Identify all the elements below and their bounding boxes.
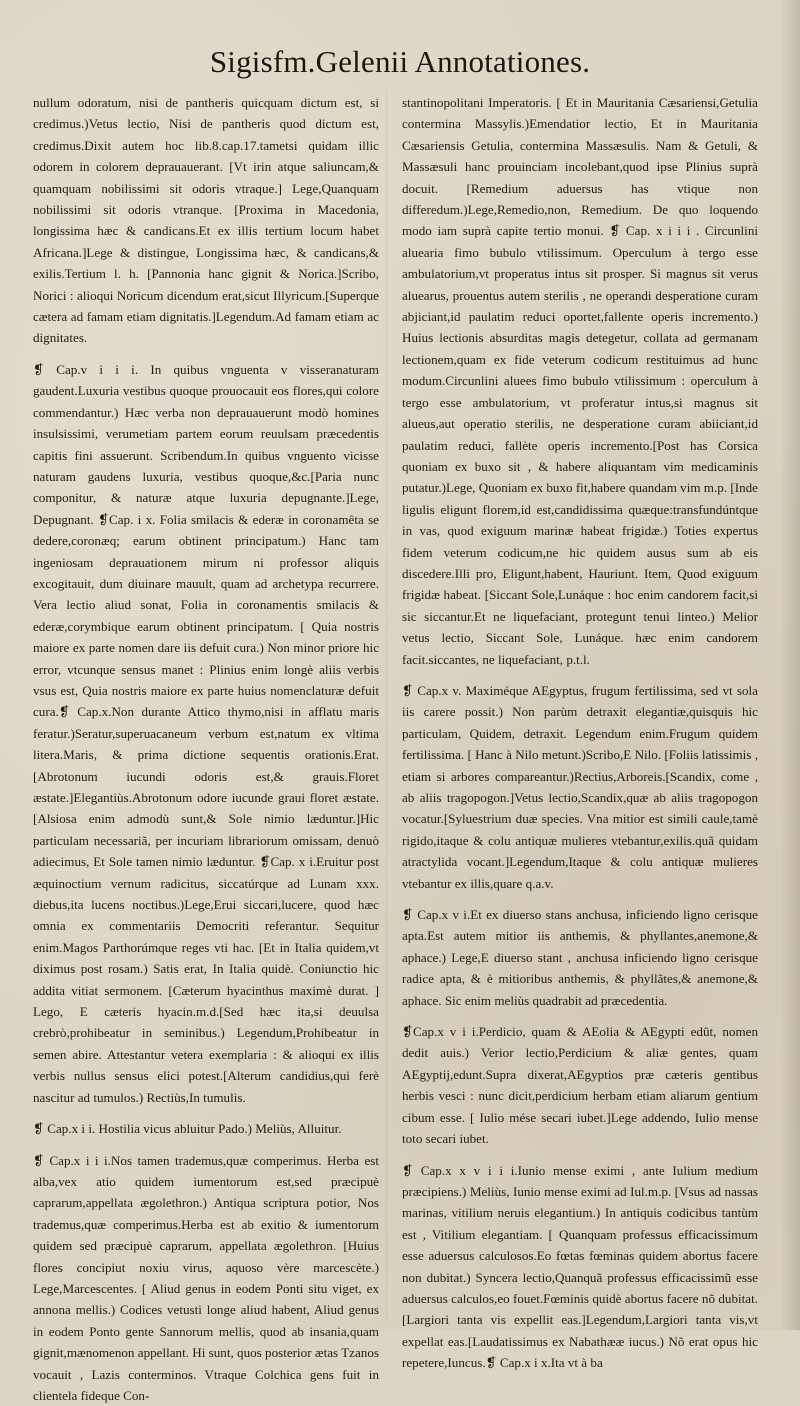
column-gutter [386,90,387,1320]
paragraph: ❡ Cap.x x v i i i.Iunio mense eximi , ante Iulium medium præcipiens.) Meliùs, Iunio mense eximi ad Iul.m.p. [Vsus ad nassas marinas, vitilium neruis elegantium.) In antiquis codicibus tantùm est , Vitilium elegantiam. [ Quanquam professus efficacissimum esse aduersus calculosos.Eo fœtas fœminas quidem abortus facere non dubitat.) Syncera lectio,Quanquã professus efficacissimũ esse aduersus calculos,eo fouet.Fœminis quidè abortus facere nõ dubitat. [Largiori tanta vis expellit eas.]Legendum,Largiori tanta vis,vt expellat eas.[Laudatissimus ex Nabathææ iucus.) Nõ erat opus hic repetere,Iuncus.❡ Cap.x i x.Ita vt à ba [402,1160,758,1374]
page-title: Sigisfm.Gelenii Annotationes. [0,44,800,80]
right-text-column [402,92,758,1318]
page-edge-shadow [780,0,800,1330]
left-text-column [33,92,379,1318]
paragraph: ❡ Cap.x i i i.Nos tamen trademus,quæ comperimus. Herba est alba,vex atio quidem iumentorum est,sed præcipuè caprarum,appellata ægolethron.) Antiqua scriptura potior, Nos trademus,quæ comperimus.Herba est ab exitio & iumentorum quidem sed præcipuè caprarum, appellata ægolethron. [Huius flores concipiut noxiu virus, aquoso vère marcescète.) Lege,Marcescentes. [ Aliud genus in eodem Ponti situ viget, ex annona mellis.) Codices vetusti longe aliud habent, Aliud genus in eodem Ponto gente Sannorum mellis, quod ab insania,quam gignit,mænomenon appellant. Hi sunt, quos posterior ætas Tzanos vocauit , Lazis conterminos. Vtraque Colchica gens fuit in clientela fideque Con- [33,1150,379,1406]
paragraph: ❡ Cap.x i i. Hostilia vicus abluitur Pado.) Meliùs, Alluitur. [33,1118,379,1139]
paragraph: nullum odoratum, nisi de pantheris quicquam dictum est, si credimus.)Vetus lectio, Nisi de pantheris quod dictum est, credimus.Dixit autem hoc lib.8.cap.17.tametsi quidam illic odorem in colorem deprauauerant. [Vt irin atque saliuncam,& quamquam nobilissimi sit odoris vtraque.] Lege,Quanquam nobilissimi sit odoris vtranque. [Proxima in Macedonia, longissima hæc & candicans.Et ex illis tertium locum habet Africana.]Lege & distingue, Longissima hæc, & candicans,& exilis.Tertium l. h. [Pannonia hanc gignit & Norica.]Scribo, Norici : alioqui Noricum dicendum erat,sicut Illyricum.[Superque cætera ad famam etiam dignitatis.]Legendum.Ad famam etiam ac dignitates. [33,92,379,349]
paragraph: stantinopolitani Imperatoris. [ Et in Mauritania Cæsariensi,Getulia contermina Massylis.)Emendatior lectio, Et in Mauritania Cæsariensis Getulia, contermina Massæsulis. Nam & Getuli, & Massæsuli hanc prouinciam incolebant,quod ipse Plinius suprà docuit. [Remedium aduersus has vtique non differedum.)Lege,Remedio,non, Remedium. De quo loquendo modo iam suprà capite tertio monui. ❡ Cap. x i i i . Circunlini aluearia fimo bubulo vtilissimum. Operculum à tergo esse ambulatorium,vt properatus intus sit prosper. Si magnus sit verus aluearus, prouentus autem sterilis , ne operandi desperatione curam abjiciant,id paulatim reduci oportet,fallente operis incremento.) Huius lectionis absurditas magis detegetur, collata ad germanam lectionem,quam ex fide veterum codicum restituimus ad hunc modum.Circunlini aluees fimo bubulo vtilissimum : operculum à tergo esse ambulatorium, vt proferatur intus,si magnus sit alueus,aut operatio sterilis, ne desperatione curam abiiciant,id paulatim reduci, fallète operis incremento.[Post has Corsica quoniam ex buxo sit , & habere aliquantam vim medicaminis putatur.)Lege, Quoniam ex buxo fit,habere quandam vim m.p. [Inde ligulis eligunt florem,id est,candidissima quæque:transfundúntque in vas, quod exiguum marinæ habeat frigidæ.) Toties expertus fidem veterum codicum,ne hic quidem ausus sum ab eis discedere.Illi pro, Eligunt,habent, Hauriunt. Item, Quod exiguum frigidæ habeat. [Siccant Sole,Lunáque : hoc enim candorem facit,si sic siccantur.Et ne liquefaciant, protegunt tenui linteo.) Melior vetus lectio, Siccant Sole, Lunáque. hæc enim candorem facit.siccantes, ne liquefaciant, p.t.l. [402,92,758,670]
paragraph: ❡ Cap.x v. Maximéque AEgyptus, frugum fertilissima, sed vt sola iis carere possit.) Non parùm detraxit elegantiæ,quisquis hic particulam, Quidem, detraxit. Legendum enim.Frugum quidem fertilissima. [ Hanc à Nilo metunt.)Scribo,E Nilo. [Foliis latissimis , etiam si arbores compareantur.)Rectius,Arboreis.[Scandix, come , ab aliis tragopogon.]Vetus lectio,Scandix,quæ ab aliis tragopogon vocatur.[Syluestrium duæ species. Vna mitior est simili caule,tamè rigido,itaque & colu antiquæ mulieres vtebantur,exilis.quã quidam atractylida vocant.]Legendum,Itaque & colu antiquæ mulieres vtebantur ex illis,quare q.a.v. [402,680,758,894]
paragraph: ❡ Cap.x v i.Et ex diuerso stans anchusa, inficiendo ligno cerisque apta.Est autem mitior iis anthemis, & phyllantes,anemone,& aphace.) Lege,E diuerso stant , anchusa inficiendo ligno cerisque radice apta, & è mitioribus anthemis, & phyllãtes,& anemone,& aphace. Sic enim meliùs quadrabit ad præcedentia. [402,904,758,1011]
paragraph: ❡Cap.x v i i.Perdicio, quam & AEolia & AEgypti edût, nomen dedit auis.) Verior lectio,Perdicium & aliæ gentes, quam AEgyptij,edunt.Supra dixerat,AEgyptios præ cæteris gentibus herbis vesci : nunc dicit,perdicium herbam etiam aliarum gentium cibum esse. [ Iulio mése secari iubet.]Lege addendo, Iulio mense toto secari iubet. [402,1021,758,1149]
paragraph: ❡ Cap.v i i i. In quibus vnguenta v visseranaturam gaudent.Luxuria vestibus quoque prouocauit eos flores,qui colore commendantur.) Hæc verba non deprauauerunt modò homines insulsissimi, verumetiam partem eorum reuulsam præcedentis capitis fini assuerunt. Scribendum.In quibus vnguento vicisse naturam gaudens luxuria, vestibus quoque,&c.[Paria nunc componitur, & naturæ atque luxuria depugnante.]Lege, Depugnant. ❡Cap. i x. Folia smilacis & ederæ in coronamêta se dedere,coronæq; earum obtinent principatum.) Hanc tam ingeniosam deprauationem mirum ni professor aliquis excogitauit, dum diuinare mauult, quam ad archetypa recurrere. Vera lectio aliud sonat, Folia in coronamentis smilacis & ederæ,corymbique earum obtinent principatum. [ Quia nostris maiore ex parte nomen dare iis defuit cura.) Non minor priore hic error, vtcunque sensus manet : Plinius enim longè aliis verbis vsus est, Quia nostris maiore ex parte huius nomenclaturæ defuit cura.❡ Cap.x.Non durante Attico thymo,nisi in afflatu maris feratur.)Seratur,superuacaneum verbum est,natum ex vltima litera.Maris, & prima dictione sequentis orationis.Erat.[Abrotonum iucundi odoris est,& grauis.Floret æstate.]Elegantiùs.Abrotonum odore iucunde graui floret æstate.[Alsiosa enim admodù sunt,& Sole nimio læduntur.]Hic particulam necessariã, per incuriam librariorum omissam, denuò adiecimus, Et Sole tamen nimio læduntur. ❡Cap. x i.Eruitur post æquinoctium vernum radicitus, siccatúrque ad Lunam xxx. diebus,ita lucens noctibus.)Lege,Erui siccari,lucere, quod hæc omnia ex commentariis Democriti referantur. Sequitur enim.Magos Parthorúmque reges vti hac. [Et in Italia quidem,vt diximus post rosam.) Satis erat, In Italia quidè. Coniunctio hic addita vitiat sermonem. [Cæterum hyacinthus maximè durat. ] Lego, E cæteris hyacin.m.d.[Sed hæc ita,si deuulsa crebrò,prohibeatur in seminibus.) Legendum,Prohibeatur in semen abire. Attestantur vetera exemplaria : & alioqui ex illis verbis nullus sensus elici potest.[Alterum candidius,qui ferè nascitur ad tumulos.) Rectiùs,In tumulis. [33,359,379,1108]
